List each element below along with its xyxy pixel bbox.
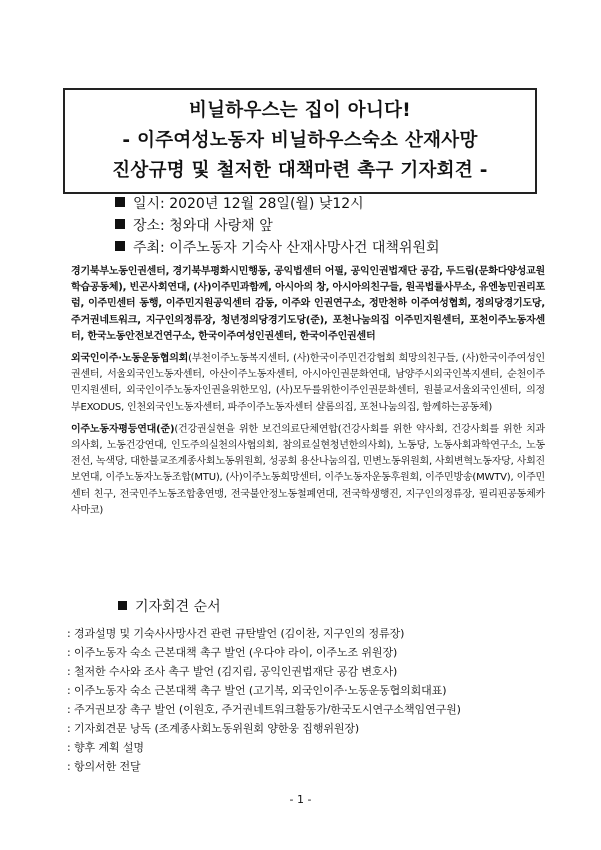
- org-group-3: [71, 422, 545, 519]
- org-group-2: [71, 351, 545, 416]
- program-item: : 철저한 수사와 조사 촉구 발언 (김지림, 공익인권법재단 공감 변호사): [67, 665, 398, 678]
- info-place: [115, 216, 273, 236]
- program-item: : 기자회견문 낭독 (조계종사회노동위원회 양한웅 집행위원장): [67, 722, 360, 735]
- org-group-2-head: 외국인이주·노동운동협의회: [71, 353, 189, 365]
- square-bullet-icon: [118, 601, 127, 610]
- participating-orgs: [71, 264, 545, 525]
- square-bullet-icon: [115, 219, 125, 229]
- program-heading: 기자회견 순서: [118, 597, 221, 617]
- program-item: : 이주노동자 숙소 근본대책 촉구 발언 (고기복, 외국인이주·노동운동협의회대표): [67, 684, 447, 697]
- host-text: 주최: 이주노동자 기숙사 산재사망사건 대책위원회: [133, 240, 440, 256]
- title-line-2: - 이주여성노동자 비닐하우스숙소 산재사망: [122, 130, 478, 151]
- square-bullet-icon: [115, 241, 125, 251]
- info-date: [115, 194, 364, 214]
- place-text: 장소: 청와대 사랑채 앞: [133, 218, 273, 234]
- org-group-2-text: (부천이주노동복지센터, (사)한국이주민건강협회 희망의친구들, (사)한국이주여성인권센터, 서울외국인노동자센터, 아산이주노동자센터, 아시아인권문화연대, 남양주시외국인복지센터, 순천이주민지원센터, 외국인이주노동자인권을위한모임, (사)모두를위한이주인권문화센터, 원불교서울외국인센터, 의정부EXODUS, 인천외국인노동자센터, 파주이주노동자센터 샬롬의집, 포천나눔의집, 함께하는공동체): [71, 353, 545, 413]
- program-item: : 항의서한 전달: [67, 760, 141, 773]
- program-item: : 경과설명 및 기숙사사망사건 관련 규탄발언 (김이찬, 지구인의 정류장): [67, 627, 405, 640]
- program-item: : 주거권보장 촉구 발언 (이원호, 주거권네트워크활동가/한국도시연구소책임연구원): [67, 703, 461, 716]
- org-group-3-head: 이주노동자평등연대(준): [71, 423, 175, 435]
- org-group-3-text: (건강권실현을 위한 보건의료단체연합(건강사회를 위한 약사회, 건강사회를 위한 치과의사회, 노동건강연대, 인도주의실천의사협의회, 참의료실현청년한의사회), 노동당, 노동사회과학연구소, 노동전선, 녹색당, 대한불교조계종사회노동위원회, 성공회 용산나눔의집, 민변노동위원회, 사회변혁노동자당, 사회진보연대, 이주노동자노동조합(MTU), (사)이주노동희망센터, 이주노동자운동후원회, 이주민방송(MWTV), 이주민센터 친구, 전국민주노동조합총연맹, 전국불안정노동철폐연대, 전국학생행진, 지구인의정류장, 필리핀공동체카사마코): [71, 423, 545, 516]
- program-item: : 향후 계획 설명: [67, 741, 144, 754]
- page-number: - 1 -: [289, 793, 312, 806]
- title-box: [63, 88, 537, 194]
- org-group-1: 경기북부노동인권센터, 경기북부평화시민행동, 공익법센터 어필, 공익인권법재단 공감, 두드림(문화다양성교원학습공동체), 빈곤사회연대, (사)이주민과함께, 아시아의 창, 아시아의친구들, 원곡법률사무소, 유엔농민권리포럼, 이주민센터 동행, 이주민지원공익센터 감동, 이주와 인권연구소, 정만천하 이주여성협회, 정의당경기도당, 주거권네트워크, 지구인의정류장, 청년정의당경기도당(준), 포천나눔의집 이주민지원센터, 포천이주노동자센터, 한국노동안전보건연구소, 한국이주여성인권센터, 한국이주인권센터: [71, 266, 545, 342]
- program-list: [67, 624, 461, 776]
- date-text: 일시: 2020년 12월 28일(월) 낮12시: [133, 196, 364, 212]
- square-bullet-icon: [115, 197, 125, 207]
- title-line-1: 비닐하우스는 집이 아니다!: [188, 100, 412, 121]
- info-host: [115, 238, 440, 258]
- program-item: : 이주노동자 숙소 근본대책 촉구 발언 (우다야 라이, 이주노조 위원장): [67, 646, 398, 659]
- title-line-3: 진상규명 및 철저한 대책마련 촉구 기자회견 -: [112, 160, 488, 181]
